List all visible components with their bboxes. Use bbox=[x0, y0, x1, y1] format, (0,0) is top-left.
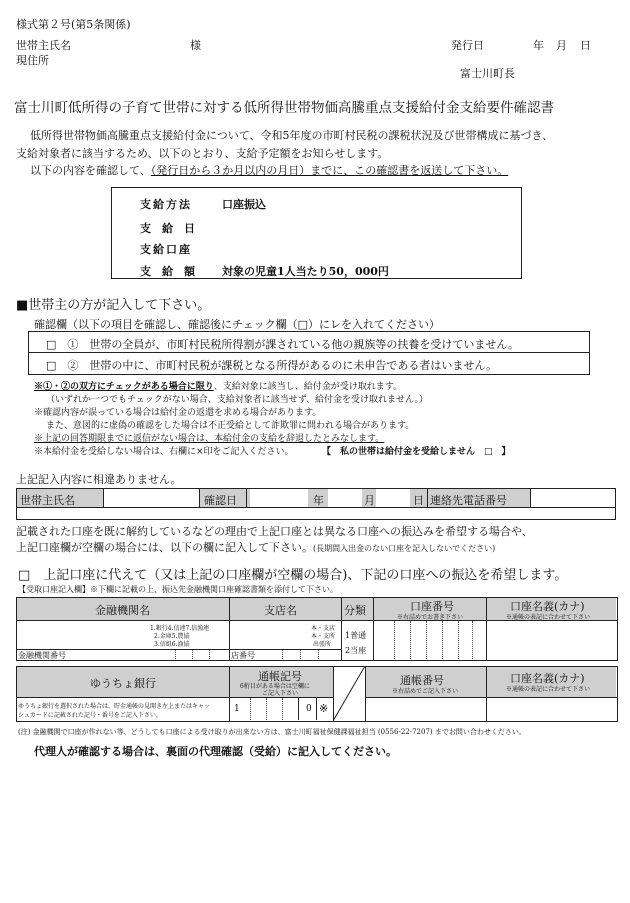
bank-acct-sub: ※右詰めでお書き下さい bbox=[397, 614, 464, 621]
class-1[interactable]: 1普通 bbox=[345, 631, 367, 640]
bank-holder-sub: ※通帳の表記に合わせて下さい bbox=[506, 614, 591, 621]
confirm-divider bbox=[28, 352, 589, 353]
inst-code-label: 金融機関番号 bbox=[18, 651, 66, 660]
footer-agent: 代理人が確認する場合は、裏面の代理確認（受給）に記入してください。 bbox=[34, 745, 397, 758]
payment-amount-value: 対象の児童1人当たり50，000円 bbox=[222, 265, 389, 278]
bank-col-3 bbox=[373, 597, 374, 660]
yucho-line-right bbox=[365, 697, 617, 698]
year-blank bbox=[250, 489, 308, 507]
yucho-bango: 通帳番号 bbox=[400, 674, 444, 687]
note-3: ※確認内容が誤っている場合は給付金の返還を求める場合があります。 bbox=[34, 408, 322, 418]
branch-type-2: 本・支所 bbox=[311, 633, 336, 640]
decline-checkbox[interactable]: 【 私の世帯は給付金を受給しません □ 】 bbox=[322, 447, 511, 457]
payment-method-label: 支給方法 bbox=[140, 198, 192, 211]
change-line-2-small: (長期間入出金のない口座を記入しないでください) bbox=[313, 544, 496, 553]
issue-month: 月 bbox=[556, 39, 567, 52]
note-1-emphasis: ※①・②の双方にチェックがある場合に限り bbox=[34, 382, 214, 392]
honorific: 様 bbox=[190, 39, 201, 52]
section-heading: ■世帯主の方が記入して下さい。 bbox=[16, 298, 211, 313]
intro-line-3 bbox=[30, 162, 508, 178]
sign-row-bottom bbox=[16, 507, 616, 520]
change-request-checkbox[interactable]: □ 上記口座に代えて（又は上記の口座欄が空欄の場合)、下記の口座への振込を希望します。 bbox=[18, 568, 568, 583]
yucho-kigo-sub-2: ご記入下さい bbox=[262, 690, 299, 697]
issue-date-label: 発行日 bbox=[451, 39, 484, 52]
bank-acct-label: 口座番号 bbox=[410, 600, 454, 613]
yucho-name: ゆうちょ銀行 bbox=[90, 677, 156, 690]
note-1-rest: 、支給対象に該当し、給付金が受け取れます。 bbox=[213, 382, 403, 392]
sign-name-label: 世帯主氏名 bbox=[20, 494, 75, 507]
yucho-digit-zero: 0 bbox=[306, 704, 312, 714]
agree-text: 上記記入内容に相違ありません。 bbox=[16, 473, 182, 486]
bank-type-label: 分類 bbox=[344, 604, 366, 617]
yucho-holder-sub: ※通帳の表記に合わせて下さい bbox=[506, 686, 591, 693]
mayor: 富士川町長 bbox=[460, 67, 515, 80]
yucho-line-left bbox=[16, 697, 333, 698]
inst-type-3: 3.信組6.漁協 bbox=[154, 641, 190, 648]
note-6: ※本給付金を受給しない場合は、右欄に×印をご記入ください。 bbox=[34, 447, 294, 457]
bank-col-1 bbox=[229, 597, 230, 660]
issue-year: 年 bbox=[533, 39, 544, 52]
note-1 bbox=[34, 379, 402, 392]
yucho-holder: 口座名義(カナ) bbox=[510, 672, 585, 685]
sign-month: 月 bbox=[364, 494, 375, 507]
branch-type-3: 出張所 bbox=[313, 641, 332, 648]
intro-line-2: 支給対象者に該当するため、以下のとおり、支給予定額をお知らせします。 bbox=[16, 147, 389, 160]
bank-branch-label: 支店名 bbox=[264, 604, 297, 617]
bank-col-2 bbox=[341, 597, 342, 660]
day-blank bbox=[376, 489, 410, 507]
sign-year: 年 bbox=[313, 494, 324, 507]
bank-col-4 bbox=[486, 597, 487, 660]
yucho-note-1: ゆうちょ銀行を選択された場合は、貯金通帳の見開き左上またはキャッ bbox=[18, 703, 211, 710]
form-number: 様式第２号(第5条関係) bbox=[16, 18, 131, 31]
sign-phone-label: 連絡先電話番号 bbox=[430, 494, 507, 507]
footer-note: (注) 金融機関で口座が作れない等、どうしても口座による受け取りが出来ない方は、富士川町福祉保健課福祉担当 (0556-22-7207) までお問い合わせください。 bbox=[18, 728, 526, 736]
change-line-2 bbox=[16, 539, 495, 555]
return-deadline: （発行日から３か月以内の月日）までに、この確認書を返送して下さい。 bbox=[150, 164, 509, 177]
note-2: （いずれか一つでもチェックがない場合、支給対象者に該当せず、給付金を受け取れません。） bbox=[46, 395, 429, 405]
yucho-diagonal bbox=[333, 666, 366, 721]
inst-type-1: 1.銀行4.信連7.信漁連 bbox=[150, 625, 210, 632]
class-2[interactable]: 2当座 bbox=[345, 646, 367, 655]
yucho-mark: ※ bbox=[319, 702, 329, 715]
sign-name-input[interactable] bbox=[103, 488, 200, 508]
bank-inst-label: 金融機関名 bbox=[95, 604, 150, 617]
address-label: 現住所 bbox=[16, 54, 49, 67]
yucho-digit-one: 1 bbox=[234, 704, 240, 714]
month-blank bbox=[328, 489, 362, 507]
sign-day: 日 bbox=[413, 494, 424, 507]
yucho-col-1 bbox=[229, 666, 230, 721]
payment-date-label: 支 給 日 bbox=[140, 222, 195, 235]
yucho-note-2: シュカードに記載された記号・番号をご記入下さい。 bbox=[18, 712, 162, 719]
branch-code-label: 店番号 bbox=[231, 651, 255, 660]
yucho-col-4 bbox=[486, 666, 487, 721]
intro-line-3-pre: 以下の内容を確認して、 bbox=[30, 164, 151, 177]
yucho-kigo: 通帳記号 bbox=[258, 670, 302, 683]
sign-date-label: 確認日 bbox=[204, 494, 237, 507]
confirm-item-2[interactable]: □ ② 世帯の中に、市町村民税が課税となる所得があるのに未申告である者はいません。 bbox=[46, 359, 498, 372]
household-name-label: 世帯主氏名 bbox=[16, 39, 71, 52]
intro-line-1: 低所得世帯物価高騰重点支援給付金について、令和5年度の市町村民税の課税状況及び世帯構成に基づき、 bbox=[30, 129, 554, 142]
bank-holder-label: 口座名義(カナ) bbox=[510, 600, 585, 613]
inst-type-2: 2.金庫5.農協 bbox=[154, 633, 190, 640]
payment-amount-label: 支 給 額 bbox=[140, 265, 195, 278]
note-4: また、意図的に虚偽の確認をした場合は不正受給として詐欺罪に問われる場合があります。 bbox=[46, 421, 415, 431]
sign-phone-input[interactable] bbox=[530, 488, 616, 508]
yucho-bango-sub: ※右詰めでご記入下さい bbox=[392, 688, 459, 695]
branch-type-1: 本・支店 bbox=[311, 625, 336, 632]
confirm-item-1[interactable]: □ ① 世帯の全員が、市町村民税所得割が課されている他の親族等の扶養を受けていません。 bbox=[46, 338, 520, 351]
change-line-2-main: 上記口座欄が空欄の場合には、以下の欄に記入して下さい。 bbox=[16, 541, 313, 554]
payment-method-value: 口座振込 bbox=[222, 198, 266, 211]
issue-day: 日 bbox=[580, 39, 591, 52]
yucho-kigo-sub-1: 6桁目がある場合は空欄に bbox=[240, 683, 310, 690]
payment-account-label: 支給口座 bbox=[140, 243, 192, 256]
confirm-heading: 確認欄（以下の項目を確認し、確認後にチェック欄（□）にレを入れてください） bbox=[34, 318, 441, 331]
document-title: 富士川町低所得の子育て世帯に対する低所得世帯物価高騰重点支援給付金支給要件確認書 bbox=[14, 100, 554, 116]
note-5: ※上記の回答期限までに返信がない場合は、本給付金の支給を辞退したとみなします。 bbox=[34, 434, 385, 444]
change-line-1: 記載された口座を既に解約しているなどの理由で上記口座とは異なる口座への振込みを希望する場合や、 bbox=[16, 525, 533, 538]
account-note: 【受取口座記入欄】※下欄に記載の上、振込先金融機関口座確認書類を添付して下さい。 bbox=[18, 585, 338, 594]
